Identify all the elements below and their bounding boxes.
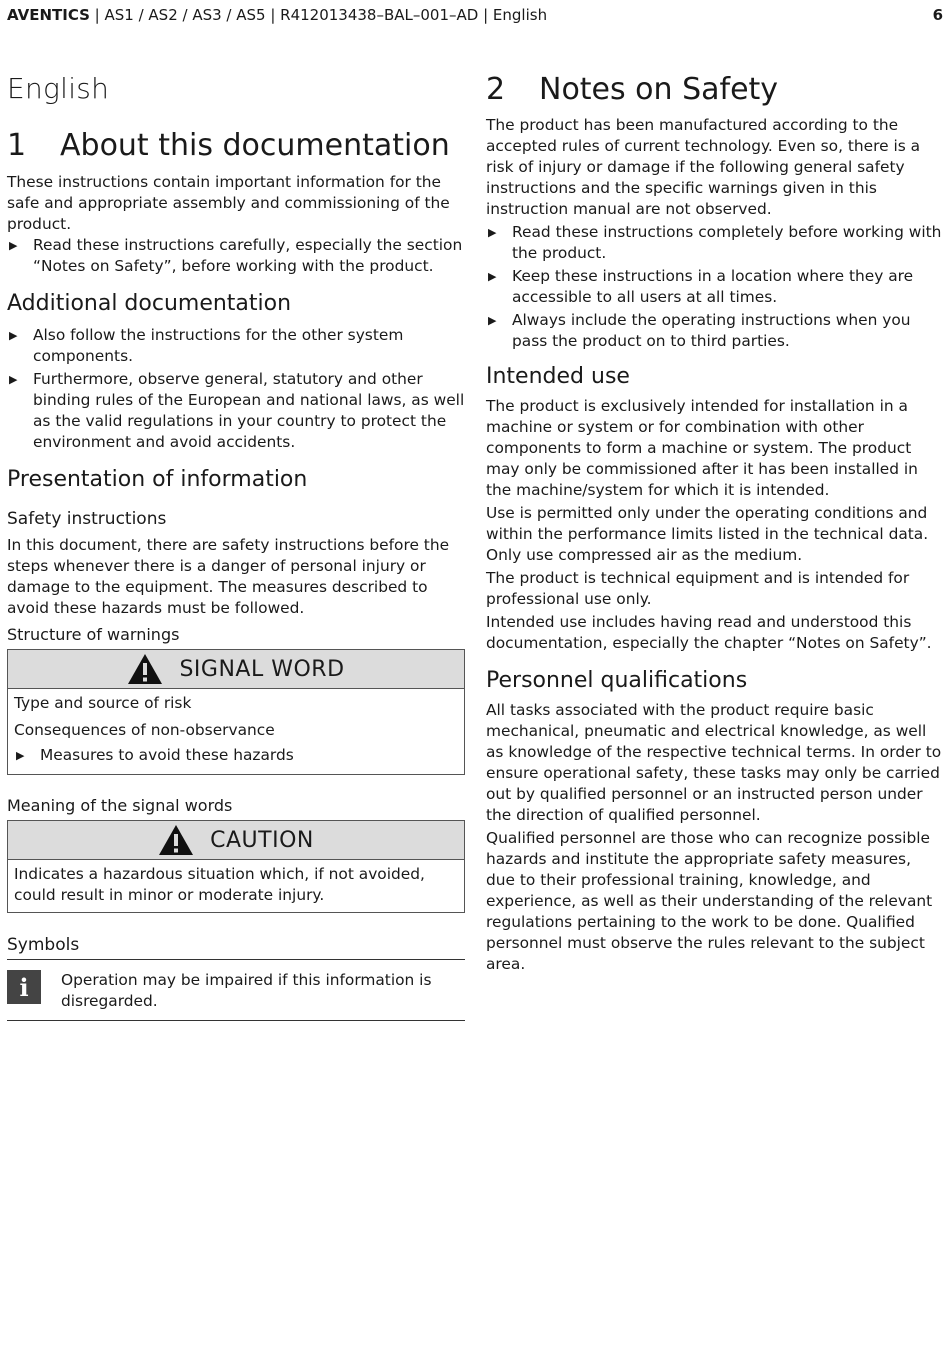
right-column [486,70,942,975]
caution-header [8,821,464,860]
brand-name: AVENTICS [7,6,90,24]
intended-use-paragraph: The product is technical equipment and is intended for professional use only. [486,569,910,608]
section-number: 2 [486,72,506,107]
personnel-paragraph: All tasks associated with the product require basic mechanical, pneumatic and electrical knowledge, as well as knowledge of the respective technical terms. In order to ensure operational safety, these tasks may only be carried out by qualified personnel or an instructed person under the direction of qualified personnel. [486,701,942,824]
risk-type: Type and source of risk [14,694,192,712]
section-2-intro: The product has been manufactured according to the accepted rules of current technology. Even so, there is a risk of injury or damage if the following general safety instructions and the specific warnings given in this instruction manual are not observed. [486,116,921,218]
caution-body [8,860,464,912]
list-item: ▶ Also follow the instructions for the other system components. [9,326,404,365]
caution-box [7,820,465,913]
list-item: ▶ Read these instructions completely before working with the product. [488,223,942,262]
bullet-triangle-icon: ▶ [488,226,497,239]
section-number: 1 [7,128,27,163]
warning-structure-box [7,649,465,775]
warning-header [8,650,464,689]
page-header [7,6,943,26]
list-item: ▶ Keep these instructions in a location where they are accessible to all users at all times. [488,267,914,306]
section-1-heading [7,126,465,166]
info-symbol-text: Operation may be impaired if this information is disregarded. [61,971,432,1010]
section-2-bullets [486,222,942,352]
safety-instructions-heading: Safety instructions [7,509,167,529]
warning-triangle-icon [158,824,194,856]
left-column [7,70,465,1021]
symbols-heading: Symbols [7,935,80,955]
warning-body [8,689,464,774]
signal-word: SIGNAL WORD [179,656,345,682]
caution-text: Indicates a hazardous situation which, if not avoided, could result in minor or moderate injury. [14,865,425,904]
document-id: | AS1 / AS2 / AS3 / AS5 | R412013438–BAL–001–AD | English [89,6,548,24]
bullet-triangle-icon: ▶ [488,314,497,327]
structure-of-warnings-heading: Structure of warnings [7,625,180,644]
intended-use-paragraph: The product is exclusively intended for installation in a machine or system or for combination with other components to form a machine or system. The product may only be commissioned after it has been installed in the machine/system for which it is intended. [486,397,918,499]
bullet-triangle-icon: ▶ [9,373,18,386]
intended-use-paragraph: Intended use includes having read and understood this documentation, especially the chapter “Notes on Safety”. [486,613,932,652]
info-icon: i [7,970,41,1004]
info-symbol-row [7,959,465,1021]
bullet-triangle-icon: ▶ [16,749,25,762]
list-item: ▶ Always include the operating instructions when you pass the product on to third parties. [488,311,911,350]
consequences: Consequences of non-observance [14,721,275,739]
measures-list [14,745,458,766]
caution-signal-word: CAUTION [210,827,314,853]
bullet-triangle-icon: ▶ [9,329,18,342]
additional-documentation-bullets [7,325,465,453]
personnel-paragraph: Qualified personnel are those who can recognize possible hazards and institute the appropriate safety measures, due to their professional training, knowledge, and experience, as well as their understanding of the relevant regulations pertaining to the work to be done. Qualified personnel must observe the rules relevant to the subject area. [486,829,933,973]
page-number: 6 [932,6,943,24]
language-heading: English [7,72,110,105]
warning-triangle-icon [127,653,163,685]
meaning-of-signal-words-heading: Meaning of the signal words [7,796,233,815]
section-1-intro: These instructions contain important information for the safe and appropriate assembly and commissioning of the product. [7,173,450,233]
bullet-triangle-icon: ▶ [9,239,18,252]
presentation-heading: Presentation of information [7,467,308,492]
list-item: ▶ Measures to avoid these hazards [16,746,294,764]
bullet-triangle-icon: ▶ [488,270,497,283]
intended-use-heading: Intended use [486,364,630,389]
personnel-qualifications-heading: Personnel qualifications [486,668,748,693]
section-title: About this documentation [60,128,450,163]
safety-instructions-text: In this document, there are safety instructions before the steps whenever there is a danger of personal injury or damage to the equipment. The measures described to avoid these hazards must be followed. [7,536,450,617]
section-title: Notes on Safety [539,72,779,107]
list-item: ▶ Read these instructions carefully, especially the section “Notes on Safety”, before working with the product. [9,236,463,275]
additional-documentation-heading: Additional documentation [7,291,292,316]
intended-use-paragraph: Use is permitted only under the operating conditions and within the performance limits listed in the technical data. Only use compressed air as the medium. [486,504,929,564]
section-2-heading [486,70,942,110]
list-item: ▶ Furthermore, observe general, statutory and other binding rules of the European and national laws, as well as the valid regulations in your country to protect the environment and avoid accidents. [9,370,465,451]
section-1-bullets [7,235,465,277]
